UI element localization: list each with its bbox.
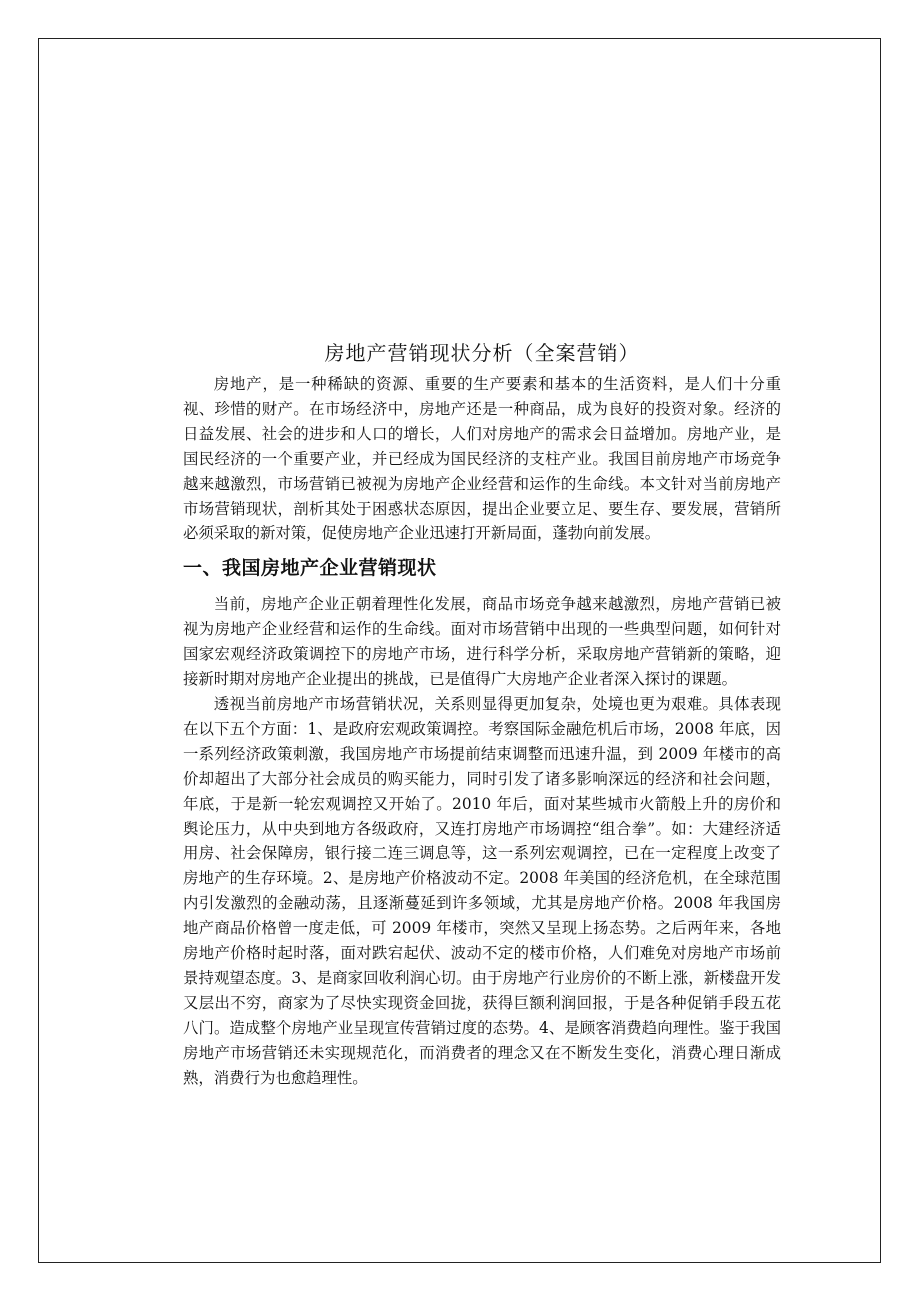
section-paragraph-2: 透视当前房地产市场营销状况，关系则显得更加复杂，处境也更为艰难。具体表现在以下五个方面：1、是政府宏观政策调控。考察国际金融危机后市场，2008 年底，因一系列经济政策刺激，我国房地产市场提前结束调整而迅速升温，到 2009 年楼市的高价却超出了大部分社会成员的购买能力，同时引发了诸多影响深远的经济和社会问题，年底，于是新一轮宏观调控又开始了。2010 年后，面对某些城市火箭般上升的房价和舆论压力，从中央到地方各级政府，又连打房地产市场调控“组合拳”。如：大建经济适用房、社会保障房，银行接二连三调息等，这一系列宏观调控，已在一定程度上改变了房地产的生存环境。2、是房地产价格波动不定。2008 年美国的经济危机，在全球范围内引发激烈的金融动荡，且逐渐蔓延到许多领域，尤其是房地产价格。2008 年我国房地产商品价格曾一度走低，可 2009 年楼市，突然又呈现上扬态势。之后两年来，各地房地产价格时起时落，面对跌宕起伏、波动不定的楼市价格，人们难免对房地产市场前景持观望态度。3、是商家回收利润心切。由于房地产行业房价的不断上涨，新楼盘开发又层出不穷，商家为了尽快实现资金回拢，获得巨额利润回报，于是各种促销手段五花八门。造成整个房地产业呈现宣传营销过度的态势。4、是顾客消费趋向理性。鉴于我国房地产市场营销还未实现规范化，而消费者的理念又在不断发生变化，消费心理日渐成熟，消费行为也愈趋理性。	[183, 694, 781, 1087]
section-paragraph-1: 当前，房地产企业正朝着理性化发展，商品市场竞争越来越激烈，房地产营销已被视为房地产企业经营和运作的生命线。面对市场营销中出现的一些典型问题，如何针对国家宏观经济政策调控下的房地产市场，进行科学分析，采取房地产营销新的策略，迎接新时期对房地产企业提出的挑战，已是值得广大房地产企业者深入探讨的课题。	[183, 595, 781, 689]
document-title: 房地产营销现状分析（全案营销）	[324, 341, 640, 365]
intro-paragraph: 房地产，是一种稀缺的资源、重要的生产要素和基本的生活资料，是人们十分重视、珍惜的财产。在市场经济中，房地产还是一种商品，成为良好的投资对象。经济的日益发展、社会的进步和人口的增长，人们对房地产的需求会日益增加。房地产业，是国民经济的一个重要产业，并已经成为国民经济的支柱产业。我国目前房地产市场竞争越来越激烈，市场营销已被视为房地产企业经营和运作的生命线。本文针对当前房地产市场营销现状，剖析其处于困惑状态原因，提出企业要立足、要生存、要发展，营销所必须采取的新对策，促使房地产企业迅速打开新局面，蓬勃向前发展。	[183, 375, 781, 543]
document-body	[183, 338, 781, 1090]
section-heading: 一、我国房地产企业营销现状	[183, 557, 437, 580]
